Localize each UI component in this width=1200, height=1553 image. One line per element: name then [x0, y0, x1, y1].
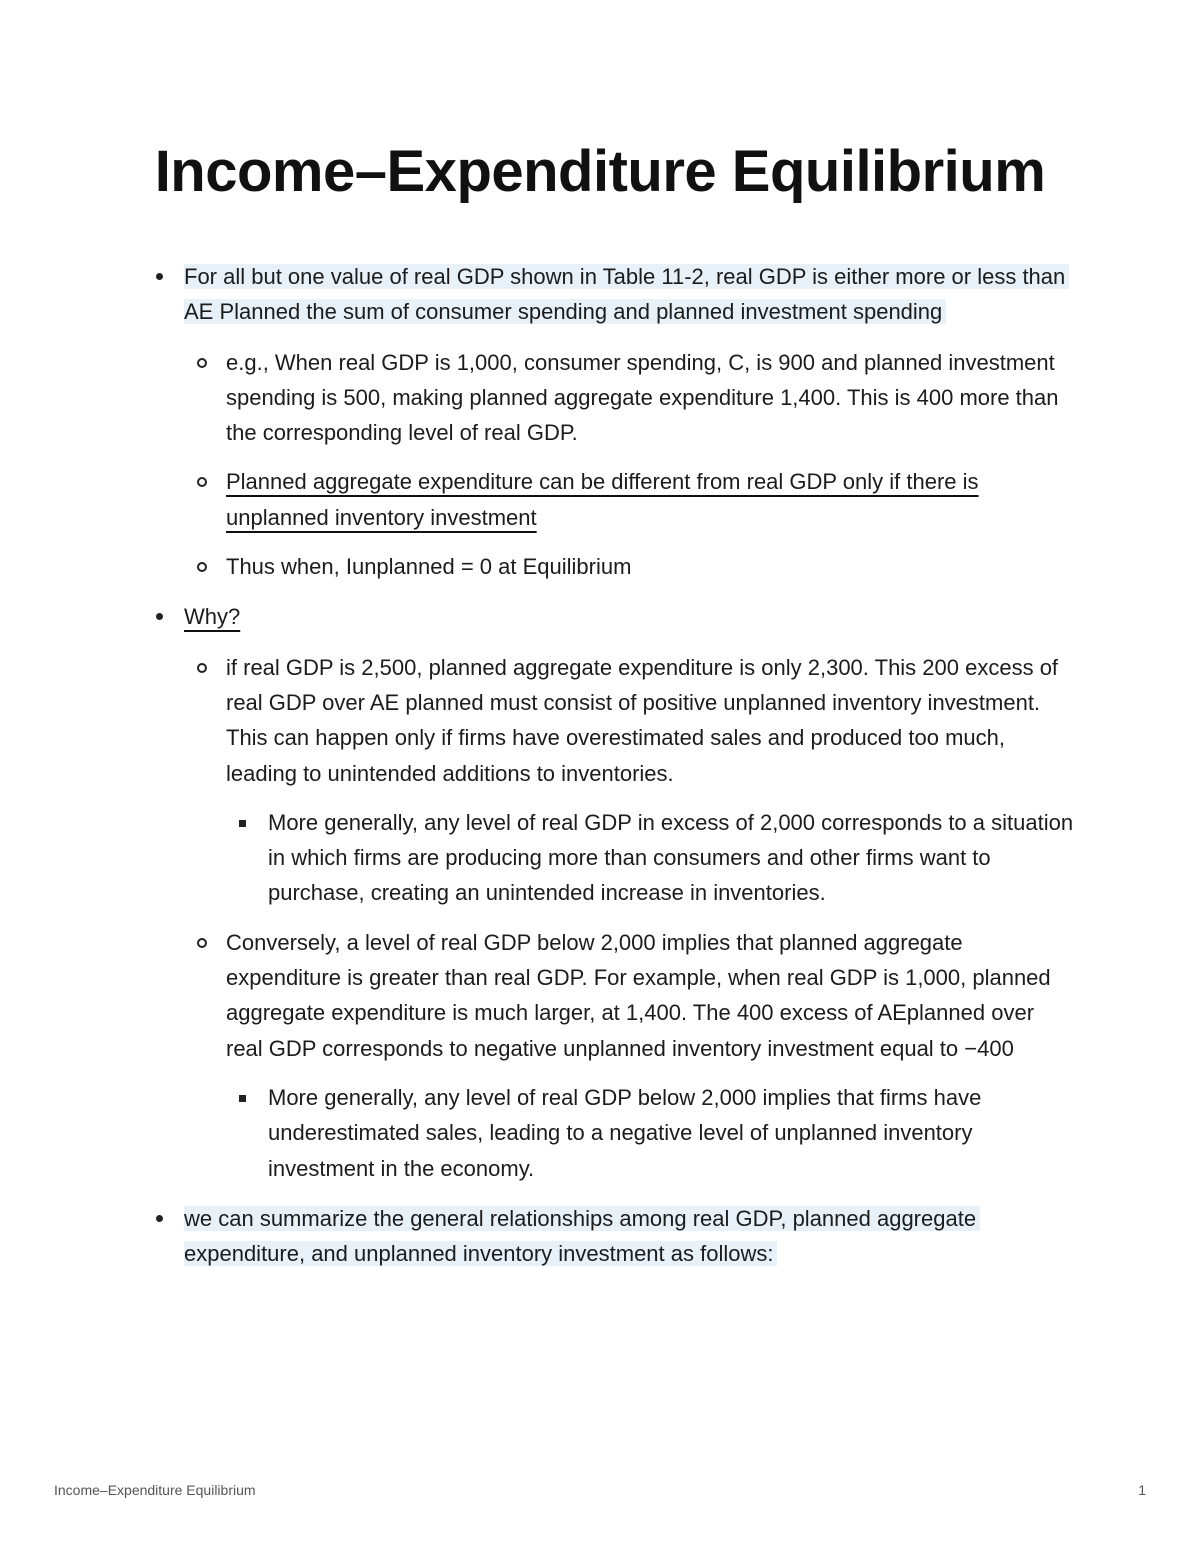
list-item-text: More generally, any level of real GDP below 2,000 implies that firms have underestimated sales, leading to a negative level of unplanned inventory investment in the economy.	[268, 1084, 982, 1181]
document-body	[184, 259, 1074, 1286]
hollow-circle-bullet-icon	[197, 663, 207, 673]
list-item-text: More generally, any level of real GDP in excess of 2,000 corresponds to a situation in which firms are producing more than consumers and other firms want to purchase, creating an unintended increase in inventories.	[268, 809, 1074, 906]
list-item	[226, 464, 1074, 535]
list-item	[184, 1201, 1074, 1272]
list-item-text: e.g., When real GDP is 1,000, consumer spending, C, is 900 and planned investment spending is 500, making planned aggregate expenditure 1,400. This is 400 more than the corresponding level of real GDP.	[226, 349, 1059, 446]
highlighted-text: we can summarize the general relationships among real GDP, planned aggregate expenditure, and unplanned inventory investment as follows:	[184, 1206, 980, 1266]
sub-sub-bullet-list	[226, 805, 1074, 911]
list-item	[226, 549, 1074, 584]
hollow-circle-bullet-icon	[197, 358, 207, 368]
list-item	[268, 1080, 1074, 1186]
list-item	[226, 925, 1074, 1186]
highlighted-text: For all but one value of real GDP shown in Table 11-2, real GDP is either more or less than AE Planned the sum of consumer spending and planned investment spending	[184, 264, 1069, 324]
list-item	[184, 259, 1074, 584]
list-item	[184, 599, 1074, 1185]
filled-circle-bullet-icon	[156, 613, 163, 620]
filled-circle-bullet-icon	[156, 273, 163, 280]
sub-sub-bullet-list	[226, 1080, 1074, 1186]
list-item	[226, 650, 1074, 911]
footer-document-title: Income–Expenditure Equilibrium	[54, 1482, 256, 1498]
list-item	[268, 805, 1074, 911]
hollow-circle-bullet-icon	[197, 938, 207, 948]
list-item-text: Conversely, a level of real GDP below 2,000 implies that planned aggregate expenditure is greater than real GDP. For example, when real GDP is 1,000, planned aggregate expenditure is much larger, at 1,400. The 400 excess of AEplanned over real GDP corresponds to negative unplanned inventory investment equal to −400	[226, 929, 1051, 1061]
page-number: 1	[1138, 1482, 1146, 1498]
list-item	[226, 345, 1074, 451]
sub-bullet-list	[184, 345, 1074, 585]
filled-circle-bullet-icon	[156, 1215, 163, 1222]
bullet-list	[184, 259, 1074, 1271]
list-item-text: Thus when, Iunplanned = 0 at Equilibrium	[226, 554, 632, 580]
underlined-text: Planned aggregate expenditure can be different from real GDP only if there is unplanned inventory investment	[226, 469, 979, 530]
underlined-text: Why?	[184, 604, 241, 630]
hollow-circle-bullet-icon	[197, 562, 207, 572]
sub-bullet-list	[184, 650, 1074, 1186]
list-item-text: if real GDP is 2,500, planned aggregate expenditure is only 2,300. This 200 excess of real GDP over AE planned must consist of positive unplanned inventory investment. This can happen only if firms have overestimated sales and produced too much, leading to unintended additions to inventories.	[226, 654, 1059, 786]
hollow-circle-bullet-icon	[197, 477, 207, 487]
square-bullet-icon	[239, 820, 246, 827]
page-title: Income–Expenditure Equilibrium	[154, 139, 1046, 204]
square-bullet-icon	[239, 1095, 246, 1102]
